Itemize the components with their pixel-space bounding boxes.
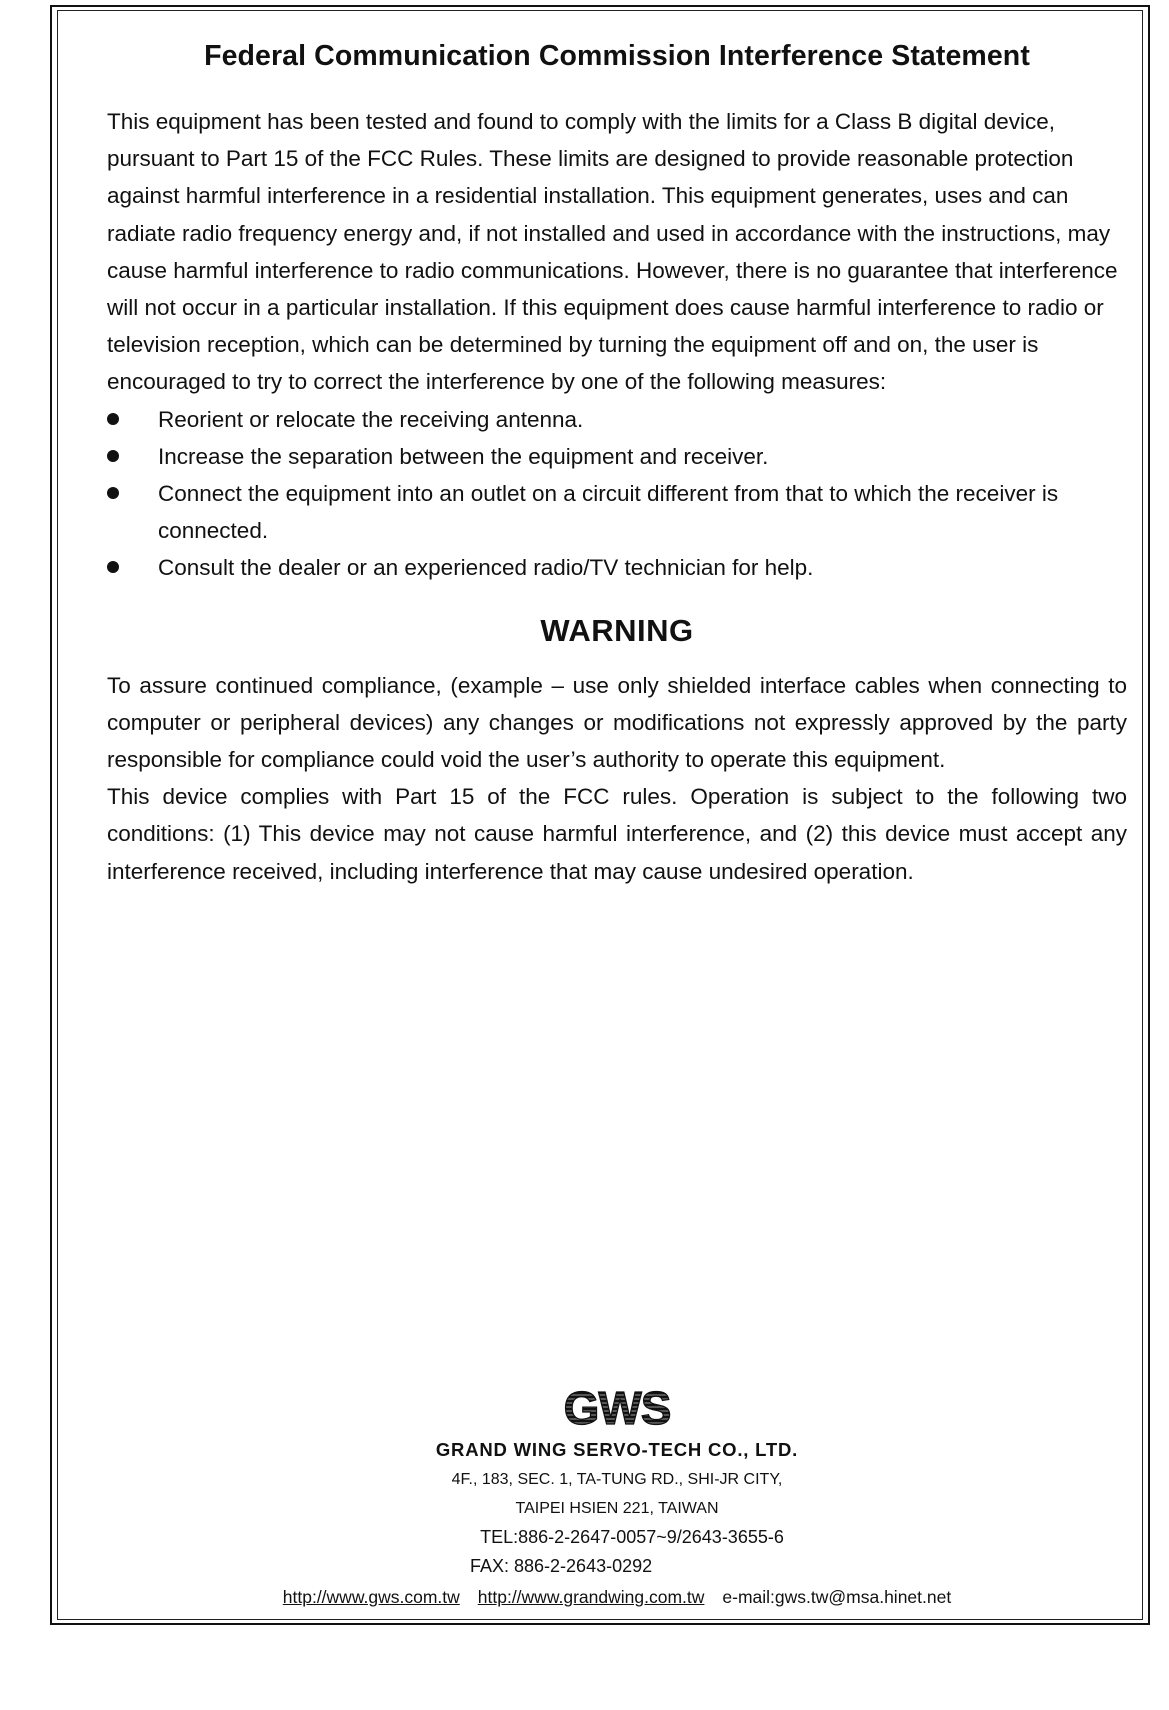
list-item xyxy=(107,438,1127,475)
fcc-intro-paragraph: This equipment has been tested and found to comply with the limits for a Class B digital device, pursuant to Part 15 of the FCC Rules. These limits are designed to provide reasonable protection against harmful interference in a residential installation. This equipment generates, uses and can radiate radio frequency energy and, if not installed and used in accordance with the instructions, may cause harmful interference to radio communications. However, there is no guarantee that interference will not occur in a particular installation. If this equipment does cause harmful interference to radio or television reception, which can be determined by turning the equipment off and on, the user is encouraged to try to correct the interference by one of the following measures: xyxy=(107,109,1118,395)
telephone: TEL:886-2-2647-0057~9/2643-3655-6 xyxy=(480,1527,784,1547)
address-line-1: 4F., 183, SEC. 1, TA-TUNG RD., SHI-JR CITY, xyxy=(451,1471,783,1488)
contact-links xyxy=(107,1583,1127,1612)
fcc-title: Federal Communication Commission Interference Statement xyxy=(204,40,1030,72)
measure-text: Connect the equipment into an outlet on a circuit different from that to which the receiver is connected. xyxy=(158,481,1059,544)
fax-number: FAX: 886-2-2643-0292 xyxy=(470,1556,653,1576)
website-link-gws[interactable]: http://www.gws.com.tw xyxy=(282,1587,460,1607)
measures-list xyxy=(107,401,1127,587)
address-line-2: TAIPEI HSIEN 221, TAIWAN xyxy=(515,1500,719,1517)
bullet-icon xyxy=(107,413,119,425)
measure-text: Consult the dealer or an experienced radio/TV technician for help. xyxy=(158,555,814,581)
statement-content xyxy=(107,40,1127,890)
measure-text: Increase the separation between the equipment and receiver. xyxy=(158,443,769,469)
bullet-icon xyxy=(107,450,119,462)
company-footer xyxy=(107,1380,1127,1612)
email-address: e-mail:gws.tw@msa.hinet.net xyxy=(722,1587,952,1607)
website-link-grandwing[interactable]: http://www.grandwing.com.tw xyxy=(477,1587,705,1607)
list-item xyxy=(107,475,1127,549)
warning-paragraph-2: This device complies with Part 15 of the FCC rules. Operation is subject to the following two conditions: (1) This device may not cause harmful interference, and (2) this device must accept any interference received, including interference that may cause undesired operation. xyxy=(107,784,1127,884)
warning-paragraph-1: To assure continued compliance, (example – use only shielded interface cables when connecting to computer or peripheral devices) any changes or modifications not expressly approved by the party responsible for compliance could void the user’s authority to operate this equipment. xyxy=(107,672,1127,773)
measure-text: Reorient or relocate the receiving antenna. xyxy=(158,406,584,432)
bullet-icon xyxy=(107,487,119,499)
list-item xyxy=(107,549,1127,586)
company-name: GRAND WING SERVO-TECH CO., LTD. xyxy=(435,1439,799,1460)
list-item xyxy=(107,401,1127,438)
gws-logo xyxy=(563,1380,671,1434)
svg-text:GWS: GWS xyxy=(563,1382,671,1434)
bullet-icon xyxy=(107,561,119,573)
warning-title: WARNING xyxy=(540,612,694,648)
